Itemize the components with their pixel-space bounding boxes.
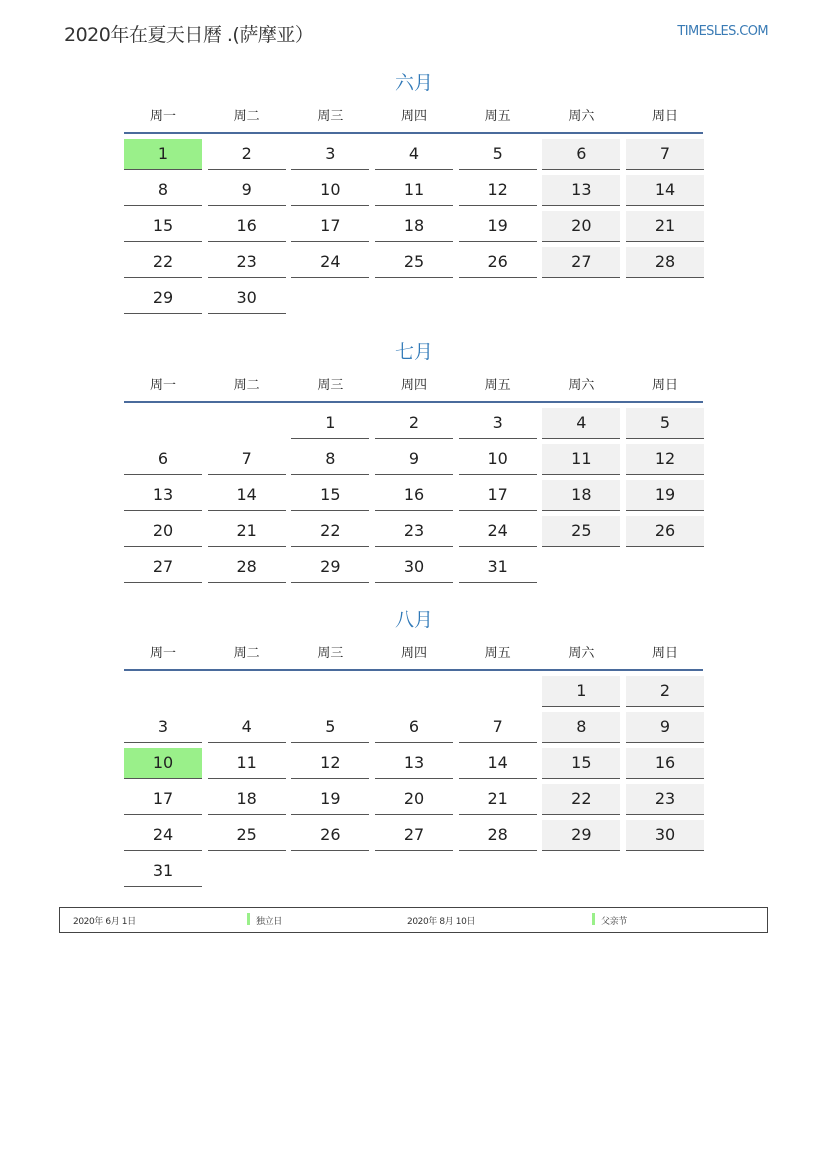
day-cell[interactable]: 6	[124, 444, 202, 475]
holiday-day-cell[interactable]: 10	[124, 748, 202, 779]
day-cell[interactable]: 20	[375, 784, 453, 815]
empty-day-cell	[208, 676, 286, 706]
week-row	[124, 444, 704, 480]
empty-day-cell	[124, 408, 202, 438]
day-cell[interactable]: 2	[375, 408, 453, 439]
empty-day-cell	[291, 676, 369, 706]
day-cell[interactable]: 16	[626, 748, 704, 779]
weekday-label: 周二	[233, 646, 260, 661]
weekday-label: 周五	[484, 378, 511, 393]
weekday-label: 周日	[652, 646, 679, 661]
day-cell[interactable]: 31	[124, 856, 202, 887]
day-cell[interactable]: 17	[291, 211, 369, 242]
day-grid	[124, 139, 704, 319]
day-cell[interactable]: 12	[459, 175, 537, 206]
day-cell[interactable]: 13	[375, 748, 453, 779]
day-cell[interactable]: 24	[124, 820, 202, 851]
day-cell[interactable]: 23	[626, 784, 704, 815]
day-cell[interactable]: 8	[542, 712, 620, 743]
day-cell[interactable]: 24	[291, 247, 369, 278]
empty-day-cell	[626, 283, 704, 313]
day-cell[interactable]: 28	[626, 247, 704, 278]
day-cell[interactable]: 17	[459, 480, 537, 511]
site-link[interactable]: TIMESLES.COM	[677, 24, 768, 39]
day-cell[interactable]: 27	[375, 820, 453, 851]
day-cell[interactable]: 24	[459, 516, 537, 547]
weekday-label: 周日	[652, 378, 679, 393]
day-cell[interactable]: 12	[626, 444, 704, 475]
weekday-label: 周三	[317, 109, 344, 124]
day-cell[interactable]: 4	[542, 408, 620, 439]
week-row	[124, 712, 704, 748]
day-cell[interactable]: 26	[291, 820, 369, 851]
legend-date-2: 2020年 8月 10日	[407, 917, 476, 927]
page-title: 2020年在夏天日曆 .(萨摩亚）	[64, 24, 314, 46]
day-cell[interactable]: 6	[375, 712, 453, 743]
day-cell[interactable]: 22	[542, 784, 620, 815]
empty-day-cell	[542, 283, 620, 313]
day-cell[interactable]: 14	[208, 480, 286, 511]
week-row	[124, 784, 704, 820]
day-cell[interactable]: 15	[124, 211, 202, 242]
day-cell[interactable]: 4	[375, 139, 453, 170]
day-cell[interactable]: 19	[291, 784, 369, 815]
day-cell[interactable]: 29	[124, 283, 202, 314]
day-cell[interactable]: 5	[291, 712, 369, 743]
empty-day-cell	[208, 408, 286, 438]
empty-day-cell	[626, 552, 704, 582]
week-row	[124, 283, 704, 319]
header-rule	[124, 669, 703, 671]
day-grid	[124, 408, 704, 588]
day-cell[interactable]: 1	[291, 408, 369, 439]
day-cell[interactable]: 30	[375, 552, 453, 583]
day-cell[interactable]: 25	[375, 247, 453, 278]
day-cell[interactable]: 10	[459, 444, 537, 475]
day-cell[interactable]: 16	[375, 480, 453, 511]
month-calendar	[124, 68, 704, 319]
day-cell[interactable]: 3	[291, 139, 369, 170]
day-cell[interactable]: 25	[208, 820, 286, 851]
month-calendar	[124, 605, 704, 892]
day-cell[interactable]: 15	[542, 748, 620, 779]
day-cell[interactable]: 7	[459, 712, 537, 743]
day-cell[interactable]: 2	[626, 676, 704, 707]
holiday-legend	[59, 907, 768, 933]
day-cell[interactable]: 10	[291, 175, 369, 206]
weekday-label: 周二	[233, 378, 260, 393]
legend-marker-1	[247, 913, 250, 925]
empty-day-cell	[124, 676, 202, 706]
day-cell[interactable]: 3	[459, 408, 537, 439]
day-cell[interactable]: 20	[542, 211, 620, 242]
week-row	[124, 211, 704, 247]
day-cell[interactable]: 30	[626, 820, 704, 851]
day-cell[interactable]: 23	[208, 247, 286, 278]
weekday-header	[124, 639, 704, 669]
day-cell[interactable]: 19	[626, 480, 704, 511]
weekday-label: 周六	[568, 109, 595, 124]
day-cell[interactable]: 18	[375, 211, 453, 242]
legend-date-1: 2020年 6月 1日	[73, 917, 136, 927]
day-cell[interactable]: 8	[291, 444, 369, 475]
legend-name-2: 父亲节	[601, 917, 627, 927]
day-cell[interactable]: 28	[208, 552, 286, 583]
weekday-label: 周一	[149, 378, 176, 393]
day-cell[interactable]: 13	[542, 175, 620, 206]
empty-day-cell	[459, 676, 537, 706]
day-cell[interactable]: 23	[375, 516, 453, 547]
weekday-label: 周五	[484, 109, 511, 124]
week-row	[124, 175, 704, 211]
day-cell[interactable]: 26	[626, 516, 704, 547]
weekday-header	[124, 371, 704, 401]
week-row	[124, 676, 704, 712]
month-calendar	[124, 337, 704, 588]
week-row	[124, 820, 704, 856]
month-title: 六月	[394, 72, 433, 94]
weekday-label: 周五	[484, 646, 511, 661]
empty-day-cell	[459, 283, 537, 313]
day-cell[interactable]: 11	[375, 175, 453, 206]
empty-day-cell	[375, 283, 453, 313]
day-cell[interactable]: 13	[124, 480, 202, 511]
day-cell[interactable]: 2	[208, 139, 286, 170]
day-cell[interactable]: 22	[291, 516, 369, 547]
header-rule	[124, 401, 703, 403]
weekday-label: 周日	[652, 109, 679, 124]
weekday-label: 周四	[401, 109, 428, 124]
weekday-label: 周六	[568, 378, 595, 393]
holiday-day-cell[interactable]: 1	[124, 139, 202, 170]
day-grid	[124, 676, 704, 892]
day-cell[interactable]: 14	[459, 748, 537, 779]
week-row	[124, 480, 704, 516]
empty-day-cell	[291, 283, 369, 313]
weekday-label: 周一	[149, 109, 176, 124]
month-title: 七月	[394, 341, 433, 363]
day-cell[interactable]: 30	[208, 283, 286, 314]
weekday-label: 周四	[401, 646, 428, 661]
day-cell[interactable]: 3	[124, 712, 202, 743]
weekday-label: 周二	[233, 109, 260, 124]
day-cell[interactable]: 11	[208, 748, 286, 779]
week-row	[124, 247, 704, 283]
week-row	[124, 552, 704, 588]
day-cell[interactable]: 19	[459, 211, 537, 242]
day-cell[interactable]: 22	[124, 247, 202, 278]
day-cell[interactable]: 11	[542, 444, 620, 475]
day-cell[interactable]: 28	[459, 820, 537, 851]
day-cell[interactable]: 29	[291, 552, 369, 583]
day-cell[interactable]: 9	[626, 712, 704, 743]
week-row	[124, 856, 704, 892]
day-cell[interactable]: 18	[542, 480, 620, 511]
header-rule	[124, 132, 703, 134]
day-cell[interactable]: 15	[291, 480, 369, 511]
day-cell[interactable]: 29	[542, 820, 620, 851]
day-cell[interactable]: 9	[375, 444, 453, 475]
day-cell[interactable]: 21	[626, 211, 704, 242]
day-cell[interactable]: 26	[459, 247, 537, 278]
day-cell[interactable]: 5	[626, 408, 704, 439]
legend-name-1: 独立日	[256, 917, 282, 927]
month-title: 八月	[394, 609, 433, 631]
empty-day-cell	[459, 856, 537, 886]
day-cell[interactable]: 6	[542, 139, 620, 170]
week-row	[124, 408, 704, 444]
day-cell[interactable]: 14	[626, 175, 704, 206]
day-cell[interactable]: 25	[542, 516, 620, 547]
day-cell[interactable]: 4	[208, 712, 286, 743]
day-cell[interactable]: 27	[124, 552, 202, 583]
weekday-label: 周六	[568, 646, 595, 661]
empty-day-cell	[542, 856, 620, 886]
weekday-label: 周三	[317, 646, 344, 661]
day-cell[interactable]: 20	[124, 516, 202, 547]
day-cell[interactable]: 7	[626, 139, 704, 170]
legend-marker-2	[592, 913, 595, 925]
empty-day-cell	[375, 856, 453, 886]
day-cell[interactable]: 5	[459, 139, 537, 170]
empty-day-cell	[542, 552, 620, 582]
day-cell[interactable]: 9	[208, 175, 286, 206]
weekday-header	[124, 102, 704, 132]
week-row	[124, 139, 704, 175]
day-cell[interactable]: 12	[291, 748, 369, 779]
empty-day-cell	[208, 856, 286, 886]
day-cell[interactable]: 31	[459, 552, 537, 583]
weekday-label: 周四	[401, 378, 428, 393]
empty-day-cell	[375, 676, 453, 706]
weekday-label: 周一	[149, 646, 176, 661]
day-cell[interactable]: 21	[459, 784, 537, 815]
day-cell[interactable]: 18	[208, 784, 286, 815]
day-cell[interactable]: 27	[542, 247, 620, 278]
day-cell[interactable]: 16	[208, 211, 286, 242]
week-row	[124, 516, 704, 552]
weekday-label: 周三	[317, 378, 344, 393]
day-cell[interactable]: 8	[124, 175, 202, 206]
empty-day-cell	[291, 856, 369, 886]
day-cell[interactable]: 21	[208, 516, 286, 547]
empty-day-cell	[626, 856, 704, 886]
day-cell[interactable]: 1	[542, 676, 620, 707]
day-cell[interactable]: 7	[208, 444, 286, 475]
day-cell[interactable]: 17	[124, 784, 202, 815]
week-row	[124, 748, 704, 784]
